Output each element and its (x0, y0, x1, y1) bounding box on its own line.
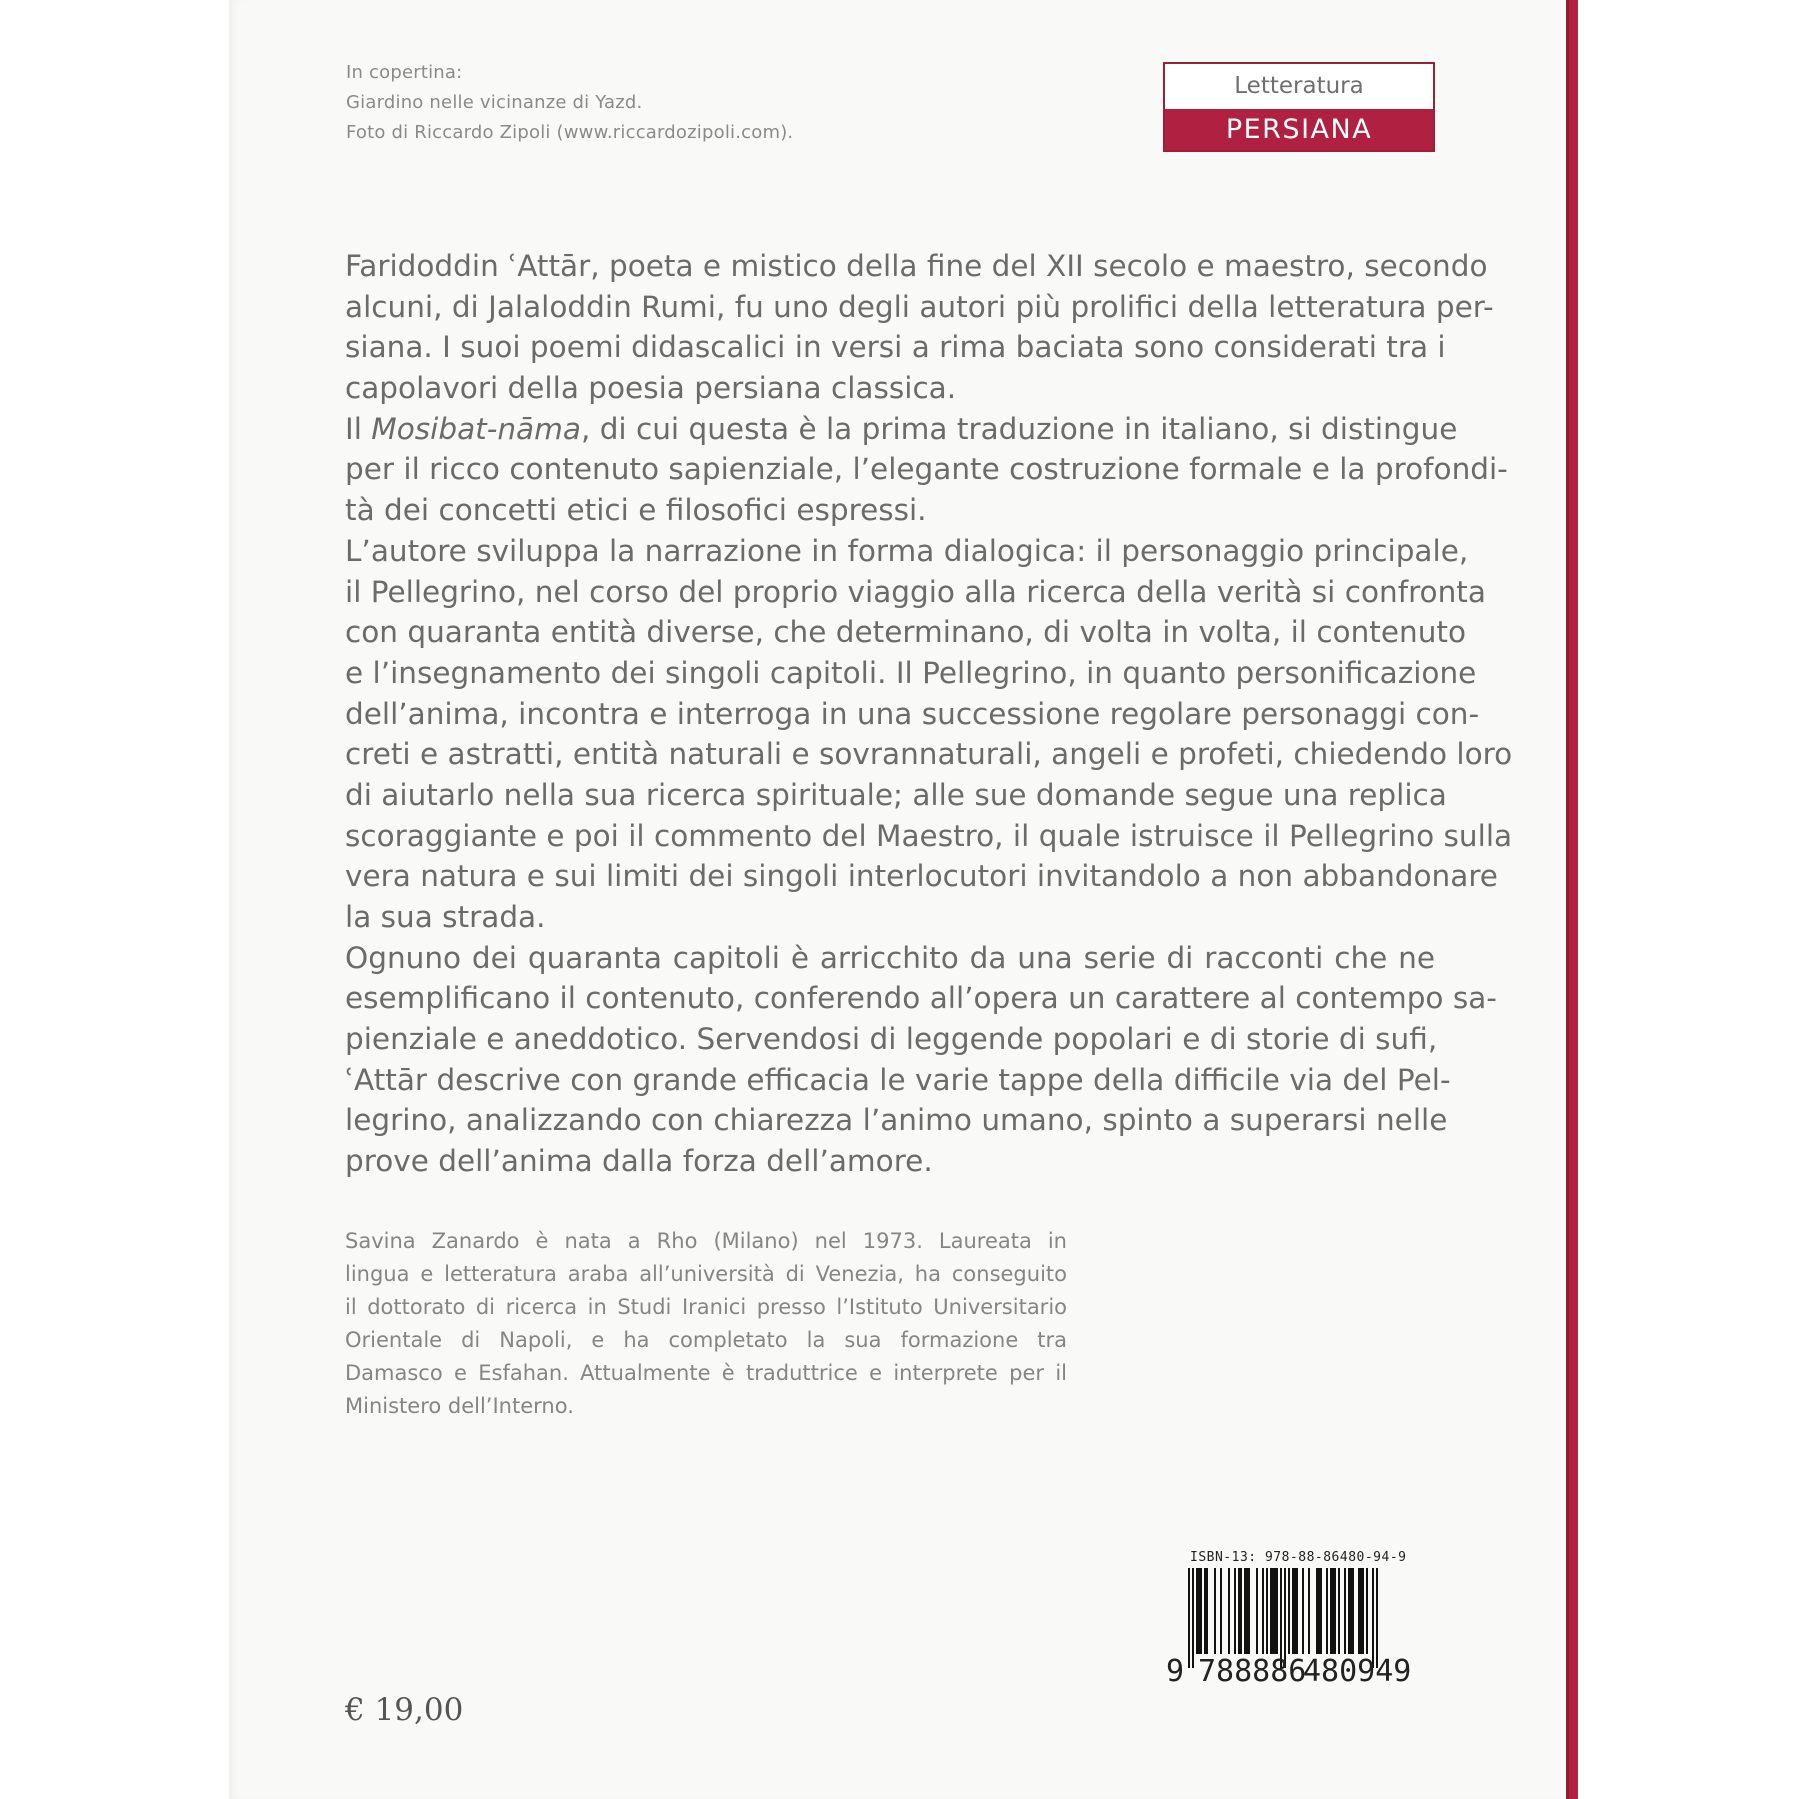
description-line: esemplificano il contenuto, conferendo all’opera un carattere al contempo sa- (345, 981, 1497, 1016)
description-line: con quaranta entità diverse, che determinano, di volta in volta, il contenuto (345, 615, 1467, 650)
book-title: Mosibat-nāma (371, 411, 581, 446)
barcode-bar (1326, 1568, 1328, 1654)
bio-line: Savina Zanardo è nata a Rho (Milano) nel 1973. Laureata in (345, 1229, 1067, 1253)
barcode-bar (1348, 1568, 1350, 1654)
barcode-bar (1228, 1568, 1230, 1654)
barcode-guard-bar (1188, 1568, 1190, 1668)
barcode-bar (1294, 1568, 1296, 1654)
barcode-bar (1200, 1568, 1202, 1654)
description-text: Il (345, 411, 372, 446)
barcode-bar (1320, 1568, 1322, 1654)
barcode-bar (1248, 1568, 1250, 1654)
description-line: siana. I suoi poemi didascalici in versi a rima baciata sono considerati tra i (345, 330, 1446, 365)
bio-line: il dottorato di ricerca in Studi Iranici presso l’Istituto Universitario (345, 1295, 1067, 1319)
description-line: pienziale e aneddotico. Servendosi di leggende popolari e di storie di sufi, (345, 1022, 1438, 1057)
barcode-bar (1246, 1568, 1248, 1654)
barcode-bar (1316, 1568, 1318, 1654)
description-line: tà dei concetti etici e filosofici espressi. (345, 493, 927, 528)
description-line: vera natura e sui limiti dei singoli interlocutori invitandolo a non abbandonare (345, 859, 1498, 894)
barcode-bar (1338, 1568, 1340, 1654)
barcode-bar (1362, 1568, 1364, 1654)
description-line: alcuni, di Jalaloddin Rumi, fu uno degli autori più prolifici della letteratura per- (345, 289, 1494, 324)
description-line: legrino, analizzando con chiarezza l’animo umano, spinto a superarsi nelle (345, 1103, 1448, 1138)
spine-edge (1569, 0, 1578, 1799)
barcode-bar (1244, 1568, 1246, 1654)
description-line: di aiutarlo nella sua ricerca spirituale; alle sue domande segue una replica (345, 777, 1447, 812)
bio-line: Ministero dell’Interno. (345, 1394, 574, 1418)
barcode-bar (1296, 1568, 1298, 1654)
description-line: e l’insegnamento dei singoli capitoli. Il Pellegrino, in quanto personificazione (345, 655, 1477, 690)
barcode-bar (1360, 1568, 1362, 1654)
book-description (345, 246, 1513, 1182)
barcode-bar (1272, 1568, 1274, 1654)
description-line: il Pellegrino, nel corso del proprio viaggio alla ricerca della verità si confronta (345, 574, 1486, 609)
barcode-bar (1352, 1568, 1354, 1654)
barcode-guard-bar (1376, 1568, 1378, 1668)
description-line: L’autore sviluppa la narrazione in forma dialogica: il personaggio principale, (345, 533, 1469, 568)
bio-line: Damasco e Esfahan. Attualmente è traduttrice e interprete per il (345, 1361, 1067, 1385)
bio-line: Orientale di Napoli, e ha completato la sua formazione tra (345, 1328, 1067, 1352)
barcode-bar (1330, 1568, 1332, 1654)
barcode-bar (1238, 1568, 1240, 1654)
description-line: la sua strada. (345, 900, 546, 934)
barcode-bar (1240, 1568, 1242, 1654)
barcode-bar (1198, 1568, 1200, 1654)
barcode-bar (1256, 1568, 1258, 1654)
cover-credits (346, 58, 906, 148)
isbn-label: ISBN-13: 978-88-86480-94-9 (1190, 1550, 1407, 1565)
description-line: prove dell’anima dalla forza dell’amore. (345, 1144, 933, 1179)
description-line-with-title (345, 409, 1458, 450)
series-badge (1163, 62, 1435, 152)
barcode-group-1: 788886 (1198, 1654, 1307, 1689)
credit-line: Giardino nelle vicinanze di Yazd. (346, 92, 643, 113)
barcode-bar (1196, 1568, 1198, 1654)
barcode-guard-bar (1280, 1568, 1282, 1668)
description-line: per il ricco contenuto sapienziale, l’elegante costruzione formale e la profondi- (345, 452, 1508, 487)
barcode-guard-bar (1284, 1568, 1286, 1668)
barcode-group-2: 480949 (1303, 1654, 1412, 1689)
price: € 19,00 (345, 1692, 464, 1728)
description-line: ʿAttār descrive con grande efficacia le varie tappe della difficile via del Pel- (345, 1062, 1451, 1097)
barcode-bar (1350, 1568, 1352, 1654)
barcode-bar (1292, 1568, 1294, 1654)
barcode-bar (1220, 1568, 1222, 1654)
description-line: capolavori della poesia persiana classica. (345, 371, 957, 406)
barcode-bar (1204, 1568, 1206, 1654)
barcode-bar (1332, 1568, 1334, 1654)
description-line: Faridoddin ʿAttār, poeta e mistico della fine del XII secolo e maestro, secondo (345, 249, 1488, 283)
barcode-bar (1276, 1568, 1278, 1654)
barcode-bars (1188, 1568, 1398, 1668)
barcode-bar (1344, 1568, 1346, 1654)
description-line: Ognuno dei quaranta capitoli è arricchito da una serie di racconti che ne (345, 940, 1435, 975)
barcode-bar (1308, 1568, 1310, 1654)
barcode-bar (1262, 1568, 1264, 1654)
barcode-bar (1214, 1568, 1216, 1654)
description-line: scoraggiante e poi il commento del Maestro, il quale istruisce il Pellegrino sulla (345, 818, 1513, 853)
barcode-bar (1266, 1568, 1268, 1654)
credit-line: Foto di Riccardo Zipoli (www.riccardozipoli.com). (346, 122, 794, 143)
translator-bio (345, 1225, 1067, 1423)
barcode-bar (1206, 1568, 1208, 1654)
barcode-bar (1318, 1568, 1320, 1654)
barcode-first-digit: 9 (1166, 1654, 1185, 1689)
bio-line: lingua e letteratura araba all’università di Venezia, ha conseguito (345, 1262, 1067, 1286)
barcode-bar (1274, 1568, 1276, 1654)
credit-line: In copertina: (346, 62, 463, 83)
barcode (1166, 1550, 1420, 1695)
series-name-bottom: PERSIANA (1165, 109, 1433, 150)
barcode-bar (1270, 1568, 1272, 1654)
description-line: dell’anima, incontra e interroga in una successione regolare personaggi con- (345, 696, 1480, 731)
barcode-bar (1288, 1568, 1290, 1654)
barcode-bar (1334, 1568, 1336, 1654)
description-line: creti e astratti, entità naturali e sovrannaturali, angeli e profeti, chiedendo loro (345, 737, 1513, 772)
barcode-guard-bar (1372, 1568, 1374, 1668)
barcode-bar (1366, 1568, 1368, 1654)
barcode-bar (1302, 1568, 1304, 1654)
barcode-bar (1234, 1568, 1236, 1654)
barcode-guard-bar (1192, 1568, 1194, 1668)
series-name-top: Letteratura (1165, 64, 1433, 109)
description-text: , di cui questa è la prima traduzione in italiano, si distingue (580, 411, 1458, 446)
barcode-bar (1358, 1568, 1360, 1654)
